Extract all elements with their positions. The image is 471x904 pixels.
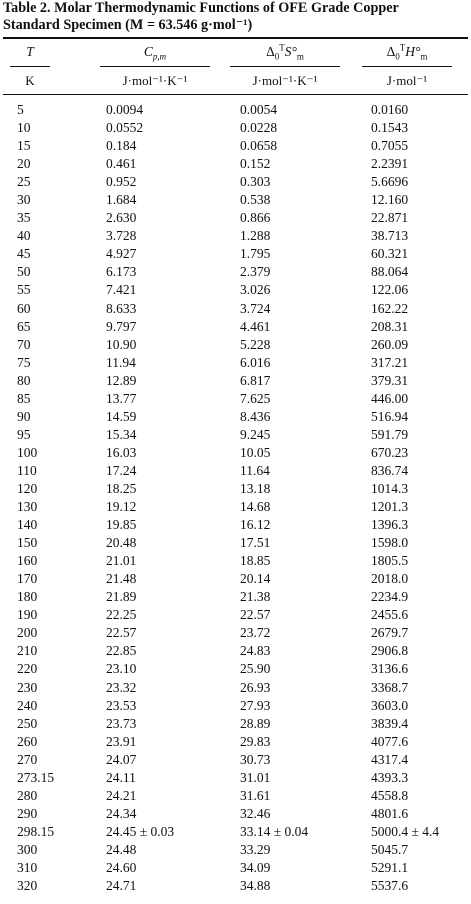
cell-entropy: 0.0228 [240, 120, 278, 136]
cell-enthalpy: 38.713 [371, 228, 409, 244]
cell-enthalpy: 2018.0 [371, 571, 409, 587]
cell-entropy: 20.14 [240, 571, 271, 587]
cell-heat-capacity: 20.48 [106, 535, 137, 551]
table-row [0, 462, 471, 480]
cell-temperature: 310 [17, 859, 38, 875]
cell-heat-capacity: 15.34 [106, 426, 137, 442]
cell-heat-capacity: 2.630 [106, 210, 137, 226]
header-temperature: T [26, 44, 34, 59]
cell-temperature: 180 [17, 589, 38, 605]
table-title [3, 0, 468, 34]
unit-temperature: K [25, 73, 35, 88]
table-row [0, 354, 471, 372]
cell-enthalpy: 0.0160 [371, 102, 409, 117]
cell-temperature: 190 [17, 607, 38, 623]
cell-enthalpy: 2.2391 [371, 156, 409, 172]
cell-heat-capacity: 23.10 [106, 661, 137, 677]
table-row [0, 624, 471, 642]
cell-temperature: 280 [17, 787, 38, 803]
cell-heat-capacity: 24.71 [106, 878, 137, 894]
cell-heat-capacity: 23.53 [106, 697, 137, 713]
cell-temperature: 95 [17, 426, 31, 442]
cell-temperature: 298.15 [17, 823, 55, 839]
header-entropy: $\Delta_0^TS^\circ_m$ [266, 42, 304, 62]
table-row [0, 408, 471, 426]
cell-enthalpy: 2906.8 [371, 643, 409, 659]
cell-enthalpy: 208.31 [371, 318, 409, 334]
cell-heat-capacity: 7.421 [106, 282, 137, 298]
cell-entropy: 8.436 [240, 408, 271, 424]
cell-enthalpy: 122.06 [371, 282, 409, 298]
cell-entropy: 22.57 [240, 607, 271, 623]
cell-enthalpy: 836.74 [371, 462, 409, 478]
header-underline-Cp [100, 66, 210, 67]
cell-temperature: 100 [17, 444, 38, 460]
cell-entropy: 27.93 [240, 697, 271, 713]
table-row [0, 570, 471, 588]
top-rule [3, 37, 468, 39]
cell-heat-capacity: 11.94 [106, 354, 136, 370]
cell-enthalpy: 3368.7 [371, 679, 409, 695]
cell-temperature: 290 [17, 805, 38, 821]
cell-temperature: 5 [17, 102, 24, 117]
cell-enthalpy: 1396.3 [371, 517, 409, 533]
cell-entropy: 33.29 [240, 841, 271, 857]
cell-entropy: 9.245 [240, 426, 271, 442]
cell-enthalpy: 22.871 [371, 210, 409, 226]
cell-heat-capacity: 0.461 [106, 156, 137, 172]
cell-temperature: 75 [17, 354, 31, 370]
table-row [0, 660, 471, 678]
cell-entropy: 23.72 [240, 625, 271, 641]
cell-temperature: 110 [17, 462, 37, 478]
cell-heat-capacity: 24.48 [106, 841, 137, 857]
table-row [0, 841, 471, 859]
cell-entropy: 0.303 [240, 174, 271, 190]
table-row [0, 769, 471, 787]
cell-temperature: 250 [17, 715, 38, 731]
cell-temperature: 273.15 [17, 769, 55, 785]
cell-heat-capacity: 14.59 [106, 408, 137, 424]
cell-entropy: 4.461 [240, 318, 271, 334]
cell-entropy: 2.379 [240, 264, 271, 280]
table-row [0, 227, 471, 245]
cell-heat-capacity: 18.25 [106, 480, 137, 496]
cell-heat-capacity: 19.85 [106, 517, 137, 533]
table-row [0, 805, 471, 823]
cell-heat-capacity: 8.633 [106, 300, 137, 316]
cell-temperature: 170 [17, 571, 38, 587]
cell-entropy: 31.01 [240, 769, 271, 785]
cell-entropy: 0.0054 [240, 102, 278, 117]
cell-heat-capacity: 23.73 [106, 715, 137, 731]
cell-enthalpy: 1598.0 [371, 535, 409, 551]
table-row [0, 390, 471, 408]
table-row [0, 787, 471, 805]
table-row [0, 751, 471, 769]
cell-temperature: 230 [17, 679, 38, 695]
cell-temperature: 270 [17, 751, 38, 767]
table-row [0, 715, 471, 733]
cell-heat-capacity: 9.797 [106, 318, 137, 334]
cell-enthalpy: 516.94 [371, 408, 409, 424]
cell-enthalpy: 88.064 [371, 264, 409, 280]
cell-entropy: 6.817 [240, 372, 271, 388]
cell-entropy: 10.05 [240, 444, 271, 460]
cell-enthalpy: 5000.4 ± 4.4 [371, 823, 440, 839]
table-row [0, 606, 471, 624]
cell-entropy: 34.88 [240, 878, 271, 894]
cell-heat-capacity: 23.91 [106, 733, 137, 749]
cell-temperature: 50 [17, 264, 31, 280]
cell-enthalpy: 4558.8 [371, 787, 409, 803]
table-row [0, 534, 471, 552]
header-underline-T [10, 66, 50, 67]
table-row [0, 823, 471, 841]
cell-temperature: 55 [17, 282, 31, 298]
cell-entropy: 6.016 [240, 354, 271, 370]
cell-enthalpy: 3839.4 [371, 715, 409, 731]
cell-enthalpy: 1014.3 [371, 480, 409, 496]
cell-temperature: 120 [17, 480, 38, 496]
cell-heat-capacity: 24.21 [106, 787, 137, 803]
cell-heat-capacity: 24.07 [106, 751, 137, 767]
cell-temperature: 90 [17, 408, 31, 424]
table-row [0, 733, 471, 751]
cell-enthalpy: 2234.9 [371, 589, 409, 605]
unit-heat-capacity: J·mol⁻¹·K⁻¹ [122, 73, 188, 88]
cell-heat-capacity: 16.03 [106, 444, 137, 460]
cell-entropy: 29.83 [240, 733, 271, 749]
cell-enthalpy: 0.7055 [371, 138, 409, 154]
cell-entropy: 17.51 [240, 535, 271, 551]
title-line-2: Standard Specimen (M = 63.546 g·mol⁻¹) [3, 17, 253, 33]
table-row [0, 859, 471, 877]
cell-temperature: 260 [17, 733, 38, 749]
table-row [0, 209, 471, 227]
cell-temperature: 200 [17, 625, 38, 641]
cell-entropy: 18.85 [240, 553, 271, 569]
table-row [0, 263, 471, 281]
table-row [0, 498, 471, 516]
table-row [0, 697, 471, 715]
cell-temperature: 300 [17, 841, 38, 857]
table-row [0, 480, 471, 498]
cell-heat-capacity: 6.173 [106, 264, 137, 280]
cell-heat-capacity: 19.12 [106, 499, 137, 515]
unit-entropy: J·mol⁻¹·K⁻¹ [252, 73, 318, 88]
cell-entropy: 16.12 [240, 517, 271, 533]
cell-enthalpy: 446.00 [371, 390, 409, 406]
table-row [0, 516, 471, 534]
cell-enthalpy: 4317.4 [371, 751, 409, 767]
cell-entropy: 26.93 [240, 679, 271, 695]
cell-entropy: 14.68 [240, 499, 271, 515]
cell-entropy: 1.795 [240, 246, 271, 262]
cell-entropy: 32.46 [240, 805, 271, 821]
header-heat-capacity: $C_{p,m}$ [143, 44, 167, 62]
cell-heat-capacity: 21.48 [106, 571, 137, 587]
cell-heat-capacity: 12.89 [106, 372, 137, 388]
cell-heat-capacity: 24.34 [106, 805, 137, 821]
cell-temperature: 140 [17, 517, 38, 533]
cell-enthalpy: 2679.7 [371, 625, 409, 641]
cell-temperature: 80 [17, 372, 31, 388]
cell-enthalpy: 2455.6 [371, 607, 409, 623]
cell-enthalpy: 60.321 [371, 246, 409, 262]
table-row [0, 552, 471, 570]
table-row [0, 155, 471, 173]
table-row [0, 245, 471, 263]
cell-entropy: 1.288 [240, 228, 271, 244]
header-underline-H [362, 66, 452, 67]
cell-enthalpy: 670.23 [371, 444, 409, 460]
cell-enthalpy: 1805.5 [371, 553, 409, 569]
table-row [0, 119, 471, 137]
cell-heat-capacity: 13.77 [106, 390, 137, 406]
cell-enthalpy: 3603.0 [371, 697, 409, 713]
cell-entropy: 13.18 [240, 480, 271, 496]
cell-entropy: 33.14 ± 0.04 [240, 823, 309, 839]
table-row [0, 300, 471, 318]
cell-entropy: 21.38 [240, 589, 271, 605]
table-row [0, 191, 471, 209]
cell-entropy: 34.09 [240, 859, 271, 875]
cell-temperature: 220 [17, 661, 38, 677]
cell-entropy: 24.83 [240, 643, 271, 659]
cell-temperature: 320 [17, 878, 38, 894]
cell-temperature: 60 [17, 300, 31, 316]
table-row [0, 173, 471, 191]
cell-temperature: 85 [17, 390, 31, 406]
table-row [0, 426, 471, 444]
table-body [0, 101, 471, 895]
cell-heat-capacity: 24.11 [106, 769, 136, 785]
cell-heat-capacity: 17.24 [106, 462, 137, 478]
header-rule [3, 94, 468, 95]
cell-entropy: 0.152 [240, 156, 271, 172]
cell-heat-capacity: 21.89 [106, 589, 137, 605]
unit-enthalpy: J·mol⁻¹ [386, 73, 428, 88]
cell-temperature: 35 [17, 210, 31, 226]
cell-enthalpy: 5.6696 [371, 174, 409, 190]
table-row [0, 318, 471, 336]
cell-enthalpy: 0.1543 [371, 120, 409, 136]
table-row [0, 877, 471, 895]
cell-entropy: 28.89 [240, 715, 271, 731]
cell-heat-capacity: 0.184 [106, 138, 137, 154]
table-row [0, 336, 471, 354]
cell-heat-capacity: 4.927 [106, 246, 137, 262]
cell-enthalpy: 4393.3 [371, 769, 409, 785]
cell-enthalpy: 5045.7 [371, 841, 409, 857]
cell-heat-capacity: 10.90 [106, 336, 137, 352]
cell-heat-capacity: 0.952 [106, 174, 137, 190]
cell-heat-capacity: 0.0552 [106, 120, 144, 136]
cell-enthalpy: 317.21 [371, 354, 409, 370]
cell-temperature: 30 [17, 192, 31, 208]
table-row [0, 642, 471, 660]
cell-entropy: 25.90 [240, 661, 271, 677]
cell-enthalpy: 162.22 [371, 300, 409, 316]
cell-temperature: 25 [17, 174, 31, 190]
cell-temperature: 70 [17, 336, 31, 352]
cell-temperature: 210 [17, 643, 38, 659]
cell-temperature: 40 [17, 228, 31, 244]
cell-temperature: 10 [17, 120, 31, 136]
cell-heat-capacity: 22.57 [106, 625, 137, 641]
cell-entropy: 0.866 [240, 210, 271, 226]
header-enthalpy: $\Delta_0^TH^\circ_m$ [386, 42, 428, 62]
cell-heat-capacity: 22.85 [106, 643, 137, 659]
table-row [0, 444, 471, 462]
table-row [0, 137, 471, 155]
cell-heat-capacity: 23.32 [106, 679, 137, 695]
cell-heat-capacity: 24.45 ± 0.03 [106, 823, 175, 839]
cell-entropy: 0.0658 [240, 138, 278, 154]
cell-temperature: 240 [17, 697, 38, 713]
cell-entropy: 11.64 [240, 462, 270, 478]
cell-heat-capacity: 24.60 [106, 859, 137, 875]
table-row [0, 101, 471, 119]
cell-temperature: 65 [17, 318, 31, 334]
cell-entropy: 3.026 [240, 282, 271, 298]
table-row [0, 372, 471, 390]
cell-temperature: 160 [17, 553, 38, 569]
cell-enthalpy: 5537.6 [371, 878, 409, 894]
cell-enthalpy: 5291.1 [371, 859, 409, 875]
table-row [0, 588, 471, 606]
cell-entropy: 5.228 [240, 336, 271, 352]
cell-enthalpy: 260.09 [371, 336, 409, 352]
cell-heat-capacity: 3.728 [106, 228, 137, 244]
cell-heat-capacity: 21.01 [106, 553, 137, 569]
cell-enthalpy: 1201.3 [371, 499, 409, 515]
cell-enthalpy: 3136.6 [371, 661, 409, 677]
cell-temperature: 130 [17, 499, 38, 515]
cell-entropy: 3.724 [240, 300, 271, 316]
cell-heat-capacity: 0.0094 [106, 102, 144, 117]
title-line-1: Table 2. Molar Thermodynamic Functions of OFE Grade Copper [3, 0, 399, 16]
header-underline-S [230, 66, 340, 67]
cell-temperature: 150 [17, 535, 38, 551]
cell-heat-capacity: 22.25 [106, 607, 137, 623]
cell-enthalpy: 379.31 [371, 372, 409, 388]
cell-entropy: 7.625 [240, 390, 271, 406]
cell-temperature: 15 [17, 138, 31, 154]
table-row [0, 281, 471, 299]
cell-enthalpy: 12.160 [371, 192, 409, 208]
cell-entropy: 0.538 [240, 192, 271, 208]
cell-temperature: 20 [17, 156, 31, 172]
cell-entropy: 31.61 [240, 787, 271, 803]
cell-heat-capacity: 1.684 [106, 192, 137, 208]
cell-entropy: 30.73 [240, 751, 271, 767]
cell-temperature: 45 [17, 246, 31, 262]
table-row [0, 679, 471, 697]
cell-enthalpy: 4077.6 [371, 733, 409, 749]
cell-enthalpy: 4801.6 [371, 805, 409, 821]
cell-enthalpy: 591.79 [371, 426, 409, 442]
